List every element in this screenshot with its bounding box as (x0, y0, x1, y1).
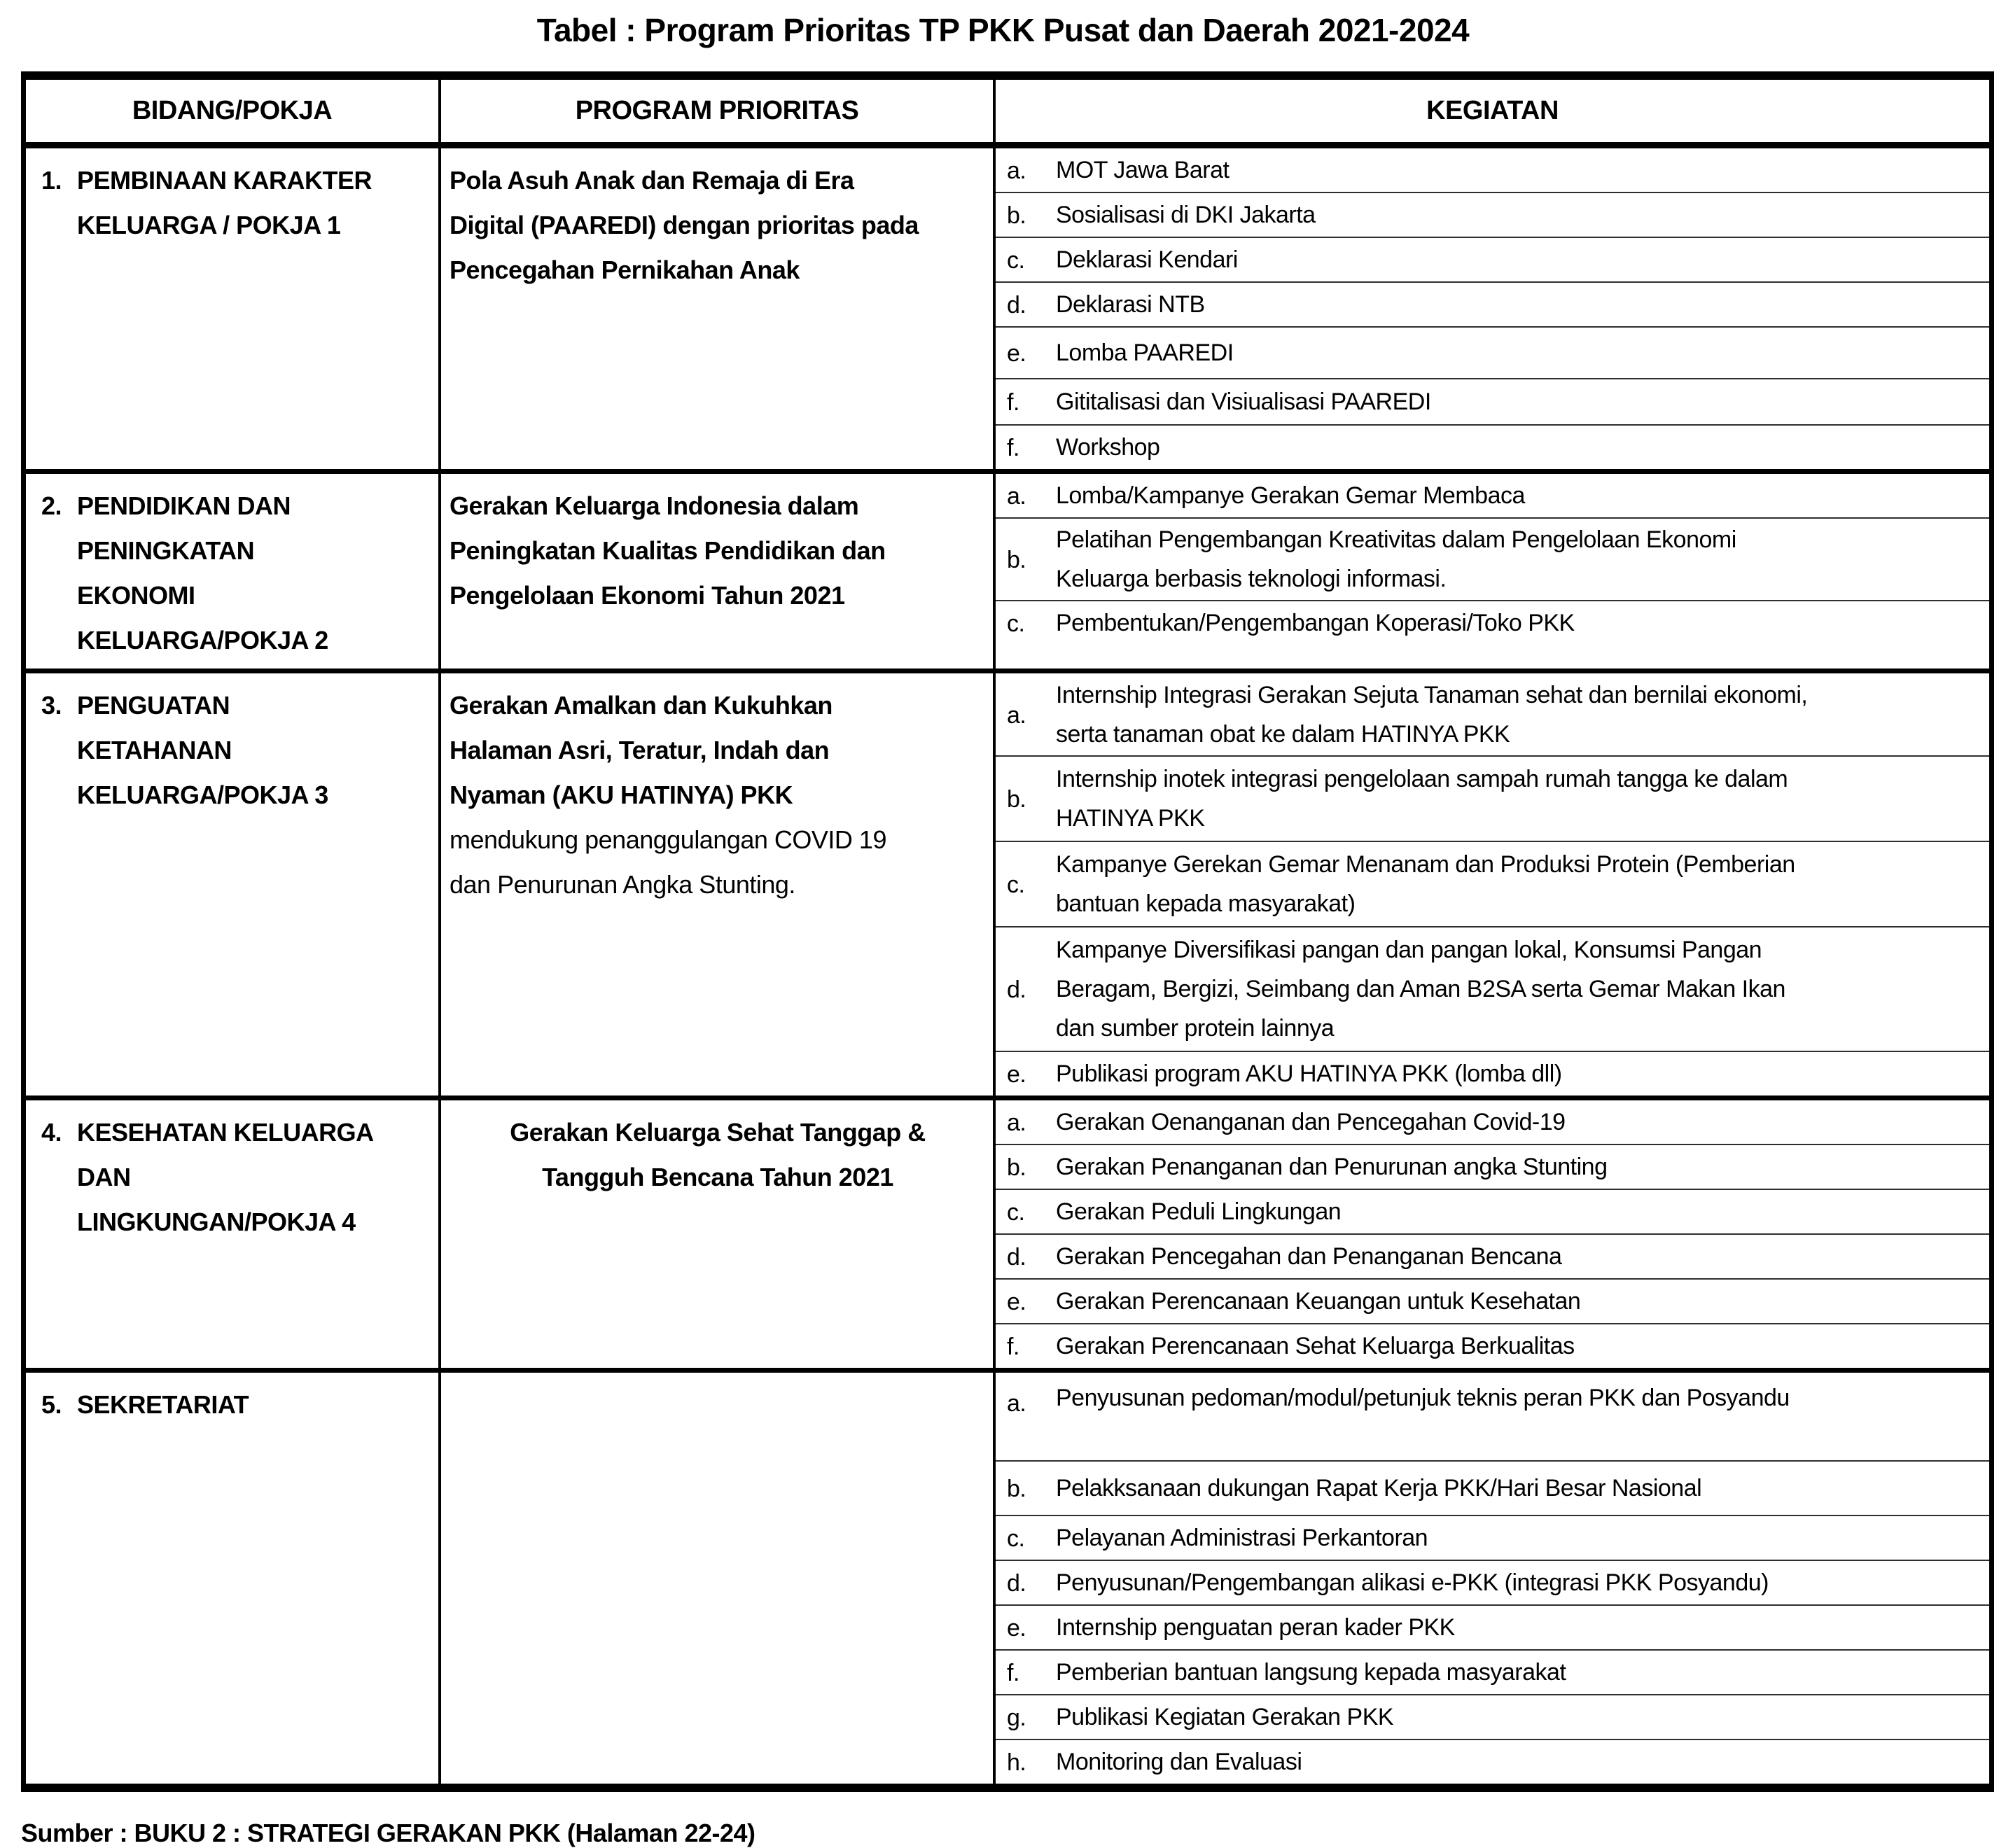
item-letter: e. (1007, 1061, 1026, 1088)
item-text: Gerakan Penanganan dan Penurunan angka Stunting (1056, 1154, 1608, 1180)
item-letter: c. (1007, 1525, 1025, 1552)
kegiatan-item (996, 1560, 1989, 1604)
item-text: Gititalisasi dan Visiualisasi PAAREDI (1056, 388, 1431, 415)
bidang-cell (26, 1373, 441, 1784)
item-letter: g. (1007, 1704, 1026, 1731)
item-text: Gerakan Peduli Lingkungan (1056, 1198, 1342, 1225)
program-cell (441, 148, 996, 469)
item-letter: a. (1007, 1390, 1026, 1417)
row-number: 4. (41, 1118, 62, 1147)
kegiatan-item (996, 148, 1989, 192)
table-row (26, 1096, 1989, 1368)
item-letter: d. (1007, 1244, 1026, 1270)
kegiatan-item (996, 1739, 1989, 1784)
item-letter: b. (1007, 202, 1026, 229)
kegiatan-item (996, 673, 1989, 755)
program-text: Gerakan Keluarga Indonesia dalam Peningkatan Kualitas Pendidikan dan Pengelolaan Ekonomi Tahun 2021 (450, 491, 886, 610)
kegiatan-item (996, 1460, 1989, 1515)
program-text: Pola Asuh Anak dan Remaja di Era Digital (PAAREDI) dengan prioritas pada Pencegahan Pernikahan Anak (450, 166, 919, 284)
item-text: Lomba PAAREDI (1056, 340, 1234, 366)
item-letter: c. (1007, 872, 1025, 898)
kegiatan-item (996, 600, 1989, 645)
item-letter: e. (1007, 1289, 1026, 1315)
item-text: Internship Integrasi Gerakan Sejuta Tanaman sehat dan bernilai ekonomi, serta tanaman obat ke dalam HATINYA PKK (1056, 681, 1808, 748)
kegiatan-item (996, 517, 1989, 600)
item-letter: f. (1007, 389, 1019, 416)
kegiatan-cell (996, 1373, 1989, 1784)
item-text: Gerakan Perencanaan Keuangan untuk Kesehatan (1056, 1288, 1581, 1315)
table-header-row (26, 80, 1989, 148)
item-letter: d. (1007, 1570, 1026, 1597)
kegiatan-cell (996, 474, 1989, 668)
item-text: Gerakan Oenanganan dan Pencegahan Covid-19 (1056, 1109, 1566, 1135)
kegiatan-item (996, 755, 1989, 841)
program-text-regular: mendukung penanggulangan COVID 19 dan Penurunan Angka Stunting. (450, 825, 886, 899)
item-text: MOT Jawa Barat (1056, 157, 1230, 183)
item-letter: a. (1007, 483, 1026, 510)
item-letter: b. (1007, 547, 1026, 573)
row-number: 3. (41, 691, 62, 720)
item-text: Pelatihan Pengembangan Kreativitas dalam Pengelolaan Ekonomi Keluarga berbasis teknologi informasi. (1056, 526, 1736, 592)
kegiatan-item (996, 1604, 1989, 1649)
kegiatan-item (996, 1189, 1989, 1233)
kegiatan-cell (996, 148, 1989, 469)
page-title: Tabel : Program Prioritas TP PKK Pusat dan Daerah 2021-2024 (536, 12, 1470, 48)
priority-program-table (21, 71, 1994, 1792)
item-text: Pemberian bantuan langsung kepada masyarakat (1056, 1659, 1566, 1686)
item-text: Lomba/Kampanye Gerakan Gemar Membaca (1056, 482, 1525, 509)
kegiatan-item (996, 424, 1989, 469)
kegiatan-item (996, 237, 1989, 281)
program-text: Gerakan Keluarga Sehat Tanggap & Tangguh Bencana Tahun 2021 (510, 1118, 926, 1191)
item-letter: b. (1007, 786, 1026, 813)
program-text: Gerakan Amalkan dan Kukuhkan Halaman Asri, Teratur, Indah dan Nyaman (AKU HATINYA) PKK (450, 691, 833, 809)
kegiatan-item (996, 474, 1989, 517)
item-text: Internship penguatan peran kader PKK (1056, 1614, 1455, 1641)
item-letter: c. (1007, 610, 1025, 637)
table-row (26, 668, 1989, 1096)
item-letter: a. (1007, 1110, 1026, 1136)
item-text: Publikasi program AKU HATINYA PKK (lomba dll) (1056, 1060, 1562, 1087)
item-text: Workshop (1056, 434, 1160, 461)
item-text: Penyusunan pedoman/modul/petunjuk teknis peran PKK dan Posyandu (1056, 1385, 1790, 1411)
item-text: Publikasi Kegiatan Gerakan PKK (1056, 1704, 1394, 1730)
kegiatan-cell (996, 673, 1989, 1096)
bidang-text: PENDIDIKAN DAN PENINGKATAN EKONOMI KELUARGA/POKJA 2 (77, 491, 328, 654)
row-number: 1. (41, 166, 62, 195)
kegiatan-item (996, 1278, 1989, 1323)
program-cell (441, 474, 996, 668)
bidang-cell (26, 148, 441, 469)
item-text: Penyusunan/Pengembangan alikasi e-PKK (integrasi PKK Posyandu) (1056, 1569, 1769, 1596)
item-letter: f. (1007, 1660, 1019, 1686)
kegiatan-item (996, 1649, 1989, 1694)
kegiatan-item (996, 378, 1989, 424)
item-letter: d. (1007, 976, 1026, 1003)
item-text: Kampanye Gerekan Gemar Menanam dan Produksi Protein (Pemberian bantuan kepada masyarakat) (1056, 851, 1795, 917)
kegiatan-item (996, 1144, 1989, 1189)
item-text: Gerakan Perencanaan Sehat Keluarga Berkualitas (1056, 1333, 1575, 1359)
item-letter: h. (1007, 1749, 1026, 1776)
kegiatan-item (996, 926, 1989, 1051)
item-text: Pelakksanaan dukungan Rapat Kerja PKK/Hari Besar Nasional (1056, 1475, 1702, 1502)
bidang-text: PENGUATAN KETAHANAN KELUARGA/POKJA 3 (77, 691, 328, 809)
kegiatan-item (996, 1100, 1989, 1144)
row-number: 5. (41, 1390, 62, 1419)
kegiatan-item (996, 1323, 1989, 1368)
item-letter: e. (1007, 340, 1026, 367)
kegiatan-item (996, 1233, 1989, 1278)
item-letter: f. (1007, 435, 1019, 461)
kegiatan-item (996, 841, 1989, 926)
item-text: Sosialisasi di DKI Jakarta (1056, 202, 1316, 228)
item-text: Monitoring dan Evaluasi (1056, 1749, 1302, 1775)
program-cell (441, 1373, 996, 1784)
header-program-prioritas: PROGRAM PRIORITAS (441, 80, 996, 142)
kegiatan-item (996, 281, 1989, 326)
bidang-text: KESEHATAN KELUARGA DAN LINGKUNGAN/POKJA 4 (77, 1118, 374, 1236)
program-cell (441, 673, 996, 1096)
item-letter: b. (1007, 1476, 1026, 1502)
table-row (26, 148, 1989, 469)
item-text: Pelayanan Administrasi Perkantoran (1056, 1525, 1428, 1551)
item-text: Kampanye Diversifikasi pangan dan pangan lokal, Konsumsi Pangan Beragam, Bergizi, Seimbang dan Aman B2SA serta Gemar Makan Ikan dan sumber protein lainnya (1056, 937, 1785, 1042)
table-row (26, 1368, 1989, 1784)
header-bidang-pokja: BIDANG/POKJA (26, 80, 441, 142)
item-letter: c. (1007, 247, 1025, 274)
bidang-text: PEMBINAAN KARAKTER KELUARGA / POKJA 1 (77, 166, 372, 239)
item-text: Gerakan Pencegahan dan Penanganan Bencana (1056, 1243, 1562, 1270)
source-note: Sumber : BUKU 2 : STRATEGI GERAKAN PKK (Halaman 22-24) (21, 1819, 755, 1847)
item-letter: b. (1007, 1154, 1026, 1181)
program-cell (441, 1100, 996, 1368)
kegiatan-item (996, 1051, 1989, 1096)
kegiatan-item (996, 1515, 1989, 1560)
kegiatan-item (996, 192, 1989, 237)
item-letter: a. (1007, 158, 1026, 184)
row-number: 2. (41, 491, 62, 520)
bidang-cell (26, 673, 441, 1096)
item-letter: f. (1007, 1334, 1019, 1360)
item-letter: e. (1007, 1615, 1026, 1642)
item-letter: d. (1007, 292, 1026, 318)
kegiatan-cell (996, 1100, 1989, 1368)
kegiatan-item (996, 1694, 1989, 1739)
bidang-cell (26, 474, 441, 668)
item-text: Deklarasi Kendari (1056, 246, 1238, 273)
table-row (26, 469, 1989, 668)
bidang-text: SEKRETARIAT (77, 1390, 249, 1419)
item-text: Pembentukan/Pengembangan Koperasi/Toko PKK (1056, 610, 1575, 636)
item-letter: c. (1007, 1199, 1025, 1226)
item-text: Internship inotek integrasi pengelolaan sampah rumah tangga ke dalam HATINYA PKK (1056, 766, 1788, 832)
kegiatan-item (996, 1373, 1989, 1460)
header-kegiatan: KEGIATAN (1426, 96, 1559, 125)
item-text: Deklarasi NTB (1056, 291, 1205, 318)
bidang-cell (26, 1100, 441, 1368)
item-letter: a. (1007, 701, 1026, 729)
kegiatan-item (996, 326, 1989, 378)
